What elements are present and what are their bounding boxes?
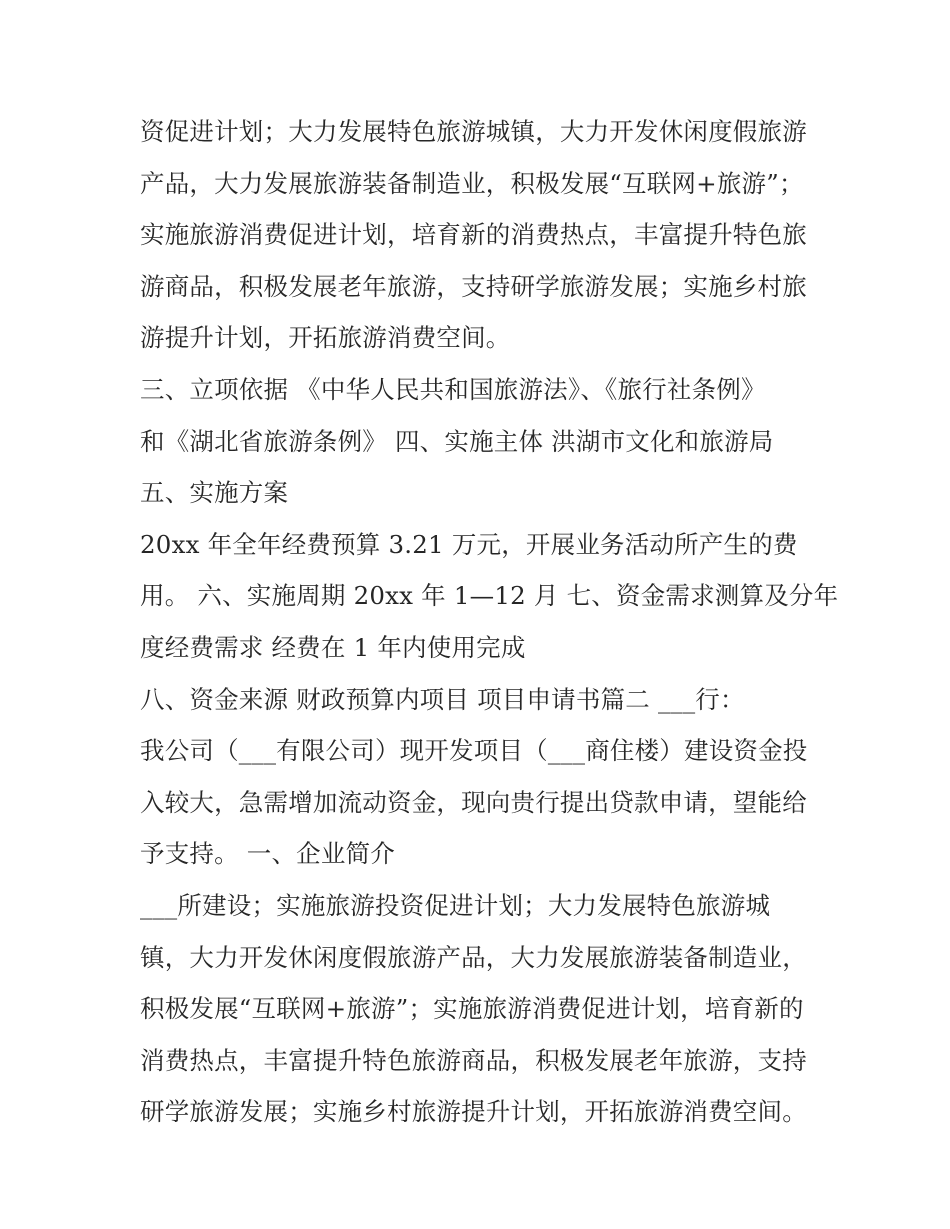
text-line: 游商品，积极发展老年旅游，支持研学旅游发展；实施乡村旅	[140, 271, 807, 301]
body-text	[140, 106, 840, 1138]
section-heading-basis: 三、立项依据 《中华人民共和国旅游法》、《旅行社条例》	[140, 374, 766, 404]
text-line: 我公司（___有限公司）现开发项目（___商住楼）建设资金投	[140, 736, 808, 766]
text-line: ___所建设；实施旅游投资促进计划；大力发展特色旅游城	[140, 890, 771, 920]
text-line: 实施旅游消费促进计划，培育新的消费热点，丰富提升特色旅	[140, 220, 807, 250]
text-line: 消费热点，丰富提升特色旅游商品，积极发展老年旅游，支持	[140, 1045, 807, 1075]
text-line: 和《湖北省旅游条例》 四、实施主体 洪湖市文化和旅游局	[140, 426, 774, 456]
text-line: 镇，大力开发休闲度假旅游产品，大力发展旅游装备制造业，	[140, 942, 807, 972]
text-line: 研学旅游发展；实施乡村旅游提升计划，开拓旅游消费空间。	[140, 1097, 807, 1127]
text-line: 予支持。 一、企业简介	[140, 839, 395, 869]
text-line: 资促进计划；大力发展特色旅游城镇，大力开发休闲度假旅游	[140, 117, 807, 146]
section-heading-plan: 五、实施方案	[140, 478, 289, 508]
text-line: 20xx 年全年经费预算 3.21 万元，开展业务活动所产生的费	[140, 529, 798, 559]
text-line: 度经费需求 经费在 1 年内使用完成	[140, 632, 526, 662]
text-line: 入较大，急需增加流动资金，现向贵行提出贷款申请，望能给	[140, 787, 807, 817]
section-heading-funding: 八、资金来源 财政预算内项目 项目申请书篇二 ___行：	[140, 684, 745, 714]
text-line: 游提升计划，开拓旅游消费空间。	[140, 323, 511, 353]
text-line: 用。 六、实施周期 20xx 年 1—12 月 七、资金需求测算及分年	[140, 581, 839, 611]
text-line: 积极发展“互联网+旅游”；实施旅游消费促进计划，培育新的	[140, 994, 804, 1024]
text-line: 产品，大力发展旅游装备制造业，积极发展“互联网+旅游”；	[140, 168, 804, 198]
